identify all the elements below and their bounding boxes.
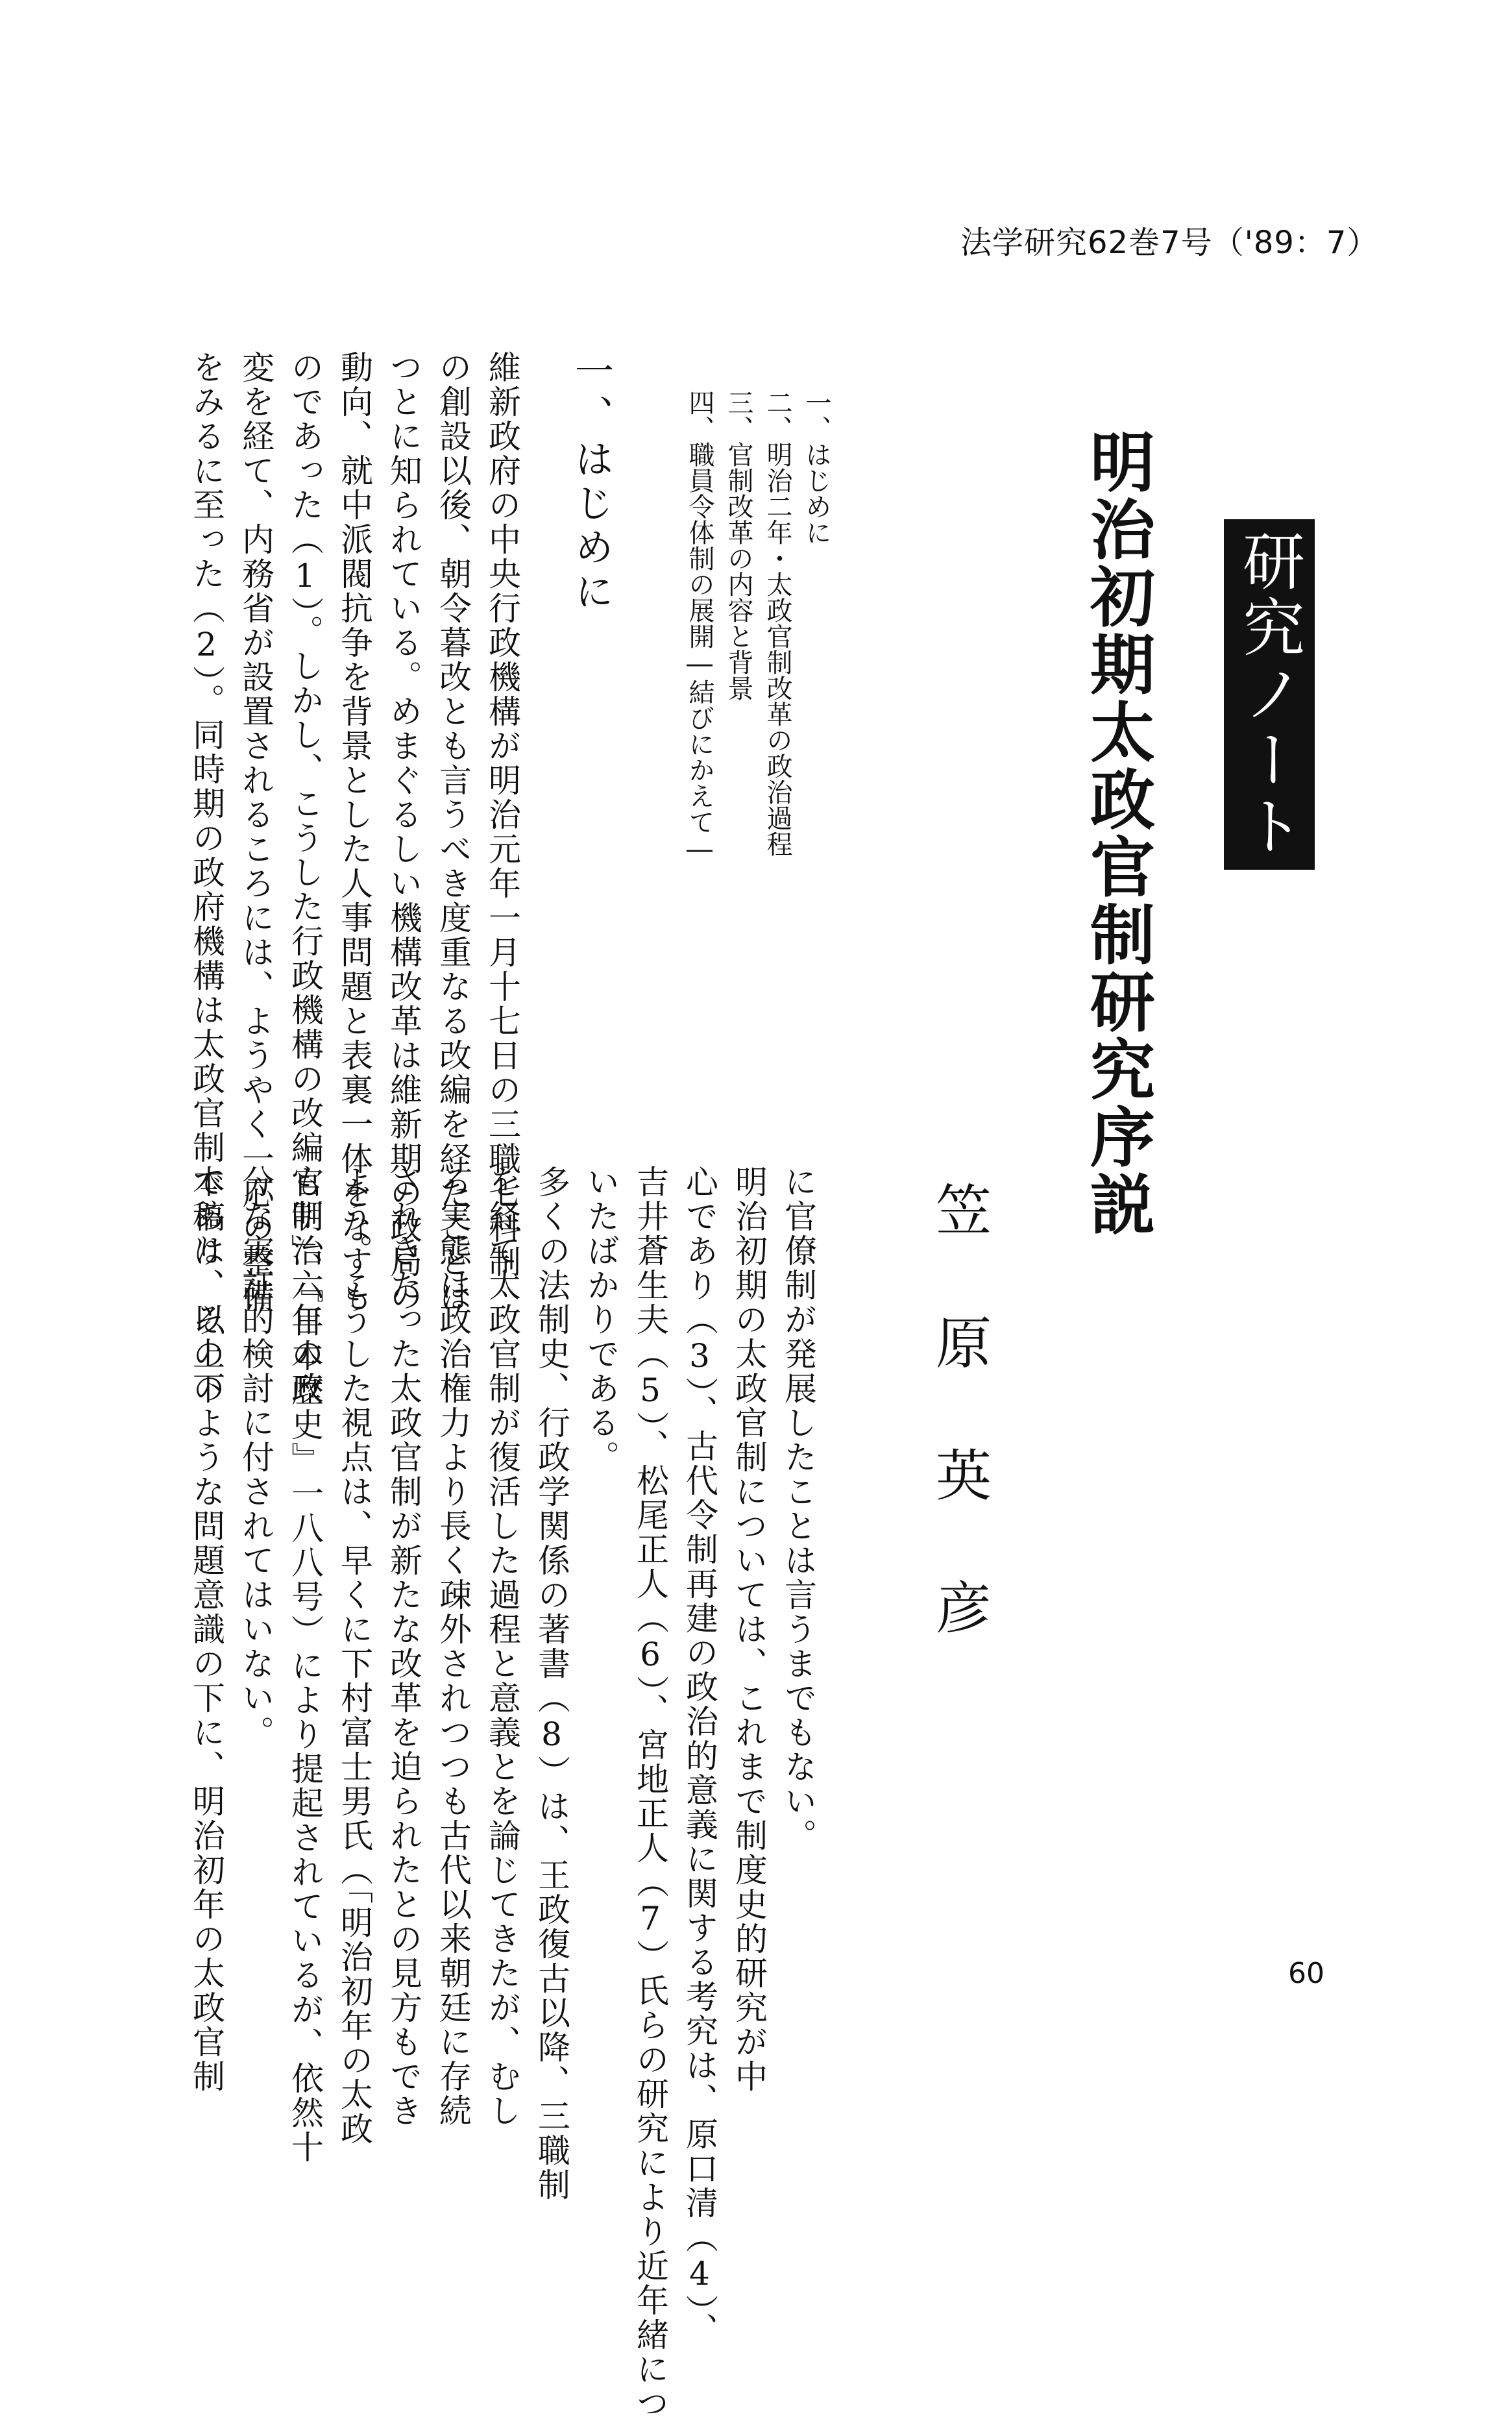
text-line: をみるに至った（2）。同時期の政府機構は太政官制であり、その下 <box>188 350 225 1406</box>
journal-header: 法学研究62巻7号（'89：7） <box>960 225 1379 261</box>
text-line: 心であり（3）、古代令制再建の政治的意義に関する考究は、原口清（4）、 <box>681 1165 718 2347</box>
text-line: を経て太政官制が復活した過程と意義とを論じてきたが、むし <box>483 1165 521 2128</box>
text-line: に官僚制が発展したことは言うまでもない。 <box>779 1165 817 1853</box>
text-line: 明治初期の太政官制については、これまで制度史的研究が中 <box>730 1165 768 2094</box>
toc-item: 一、はじめに <box>801 389 831 545</box>
text-line: のであった（1）。しかし、こうした行政機構の改編も明治六年の政 <box>286 350 324 1406</box>
text-line: いたばかりである。 <box>582 1165 620 1475</box>
text-line: 変を経て、内務省が設置されるころには、ようやく一応の整備 <box>237 350 274 1314</box>
text-line: の創設以後、朝令暮改とも言うべき度重なる改編を経たことは <box>434 350 472 1314</box>
text-line: 多くの法制史、行政学関係の著書（8）は、王政復古以降、三職制 <box>533 1165 570 2202</box>
text-line: つとに知られている。めまぐるしい機構改革は維新期の政局の <box>385 350 422 1314</box>
toc-item: 四、職員令体制の展開―結びにかえて― <box>685 389 714 865</box>
article-title: 明治初期太政官制研究序説 <box>1079 428 1156 1238</box>
text-line: 吉井蒼生夫（5）、松尾正人（6）、宮地正人（7）氏らの研究により近年緒につ <box>631 1165 669 2421</box>
text-line: 官制」、『日本歴史』一八八号）により提起されているが、依然十 <box>286 1165 324 2165</box>
text-line: 本稿は、以上のような問題意識の下に、明治初年の太政官制 <box>188 1165 225 2094</box>
text-line: よう。こうした視点は、早くに下村富士男氏（「明治初年の太政 <box>335 1165 373 2146</box>
text-line: ろ実態は政治権力より長く疎外されつつも古代以来朝廷に存続 <box>434 1165 472 2128</box>
toc-item: 二、明治二年・太政官制改革の政治過程 <box>762 389 792 857</box>
author-name: 笠原英彦 <box>926 1181 991 1711</box>
table-of-contents <box>681 389 835 865</box>
text-line: 動向、就中派閥抗争を背景とした人事問題と表裏一体をなすも <box>335 350 373 1314</box>
text-line: 分な実証的検討に付されてはいない。 <box>237 1165 274 1750</box>
body-text-lower <box>182 1165 823 2421</box>
toc-item: 三、官制改革の内容と背景 <box>724 389 753 701</box>
text-line: されきたった太政官制が新たな改革を迫られたとの見方もでき <box>385 1165 422 2128</box>
text-line: 維新政府の中央行政機構が明治元年一月十七日の三職七科制 <box>483 350 521 1279</box>
section-heading: 一、はじめに <box>568 350 614 615</box>
section-label: 研究ノート <box>1232 529 1306 860</box>
section-label-box <box>1224 519 1315 870</box>
page-number: 60 <box>1288 1957 1324 1990</box>
